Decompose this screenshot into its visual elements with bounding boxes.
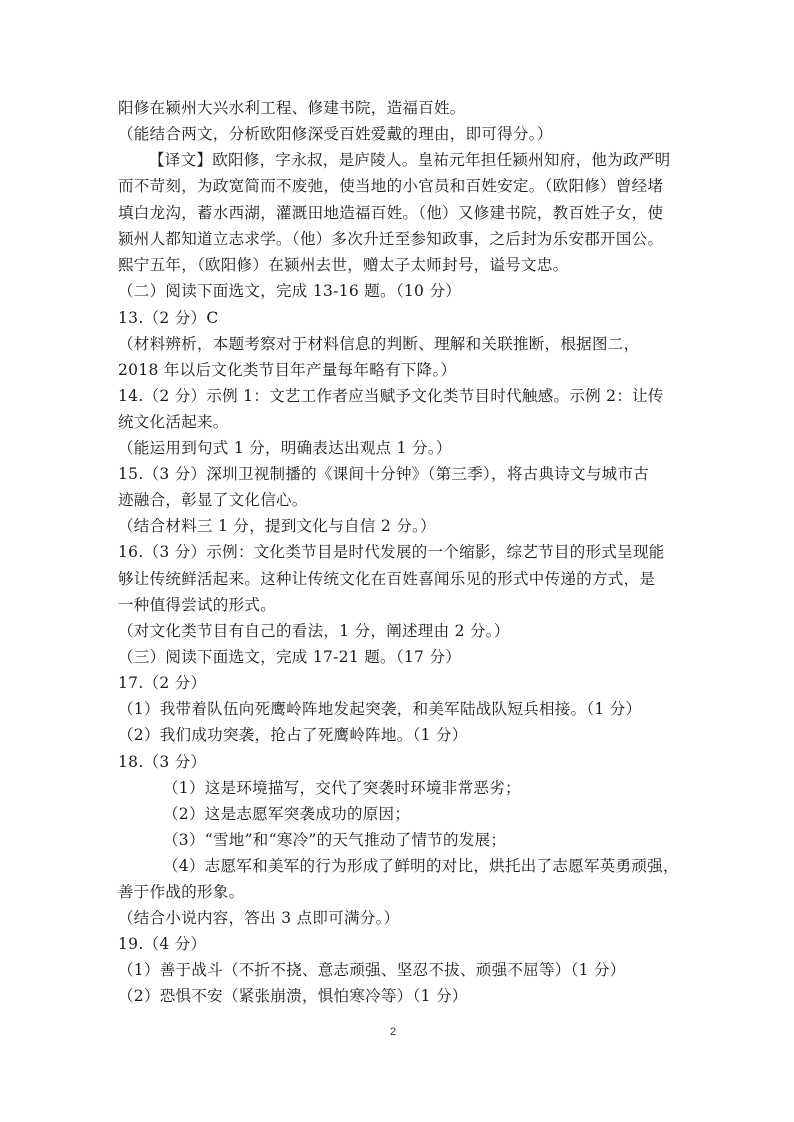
text-line: 熙宁五年，（欧阳修）在颍州去世，赠太子太师封号，谥号文忠。 bbox=[118, 256, 569, 274]
text-line: 一种值得尝试的形式。 bbox=[118, 596, 277, 614]
page-number: 2 bbox=[390, 1026, 397, 1038]
question-19: 19.（4 分） bbox=[118, 935, 207, 953]
question-18: 18.（3 分） bbox=[118, 753, 207, 771]
text-line: 善于作战的形象。 bbox=[118, 883, 245, 901]
text-line: （2）恐惧不安（紧张崩溃，惧怕寒冷等）（1 分） bbox=[118, 987, 468, 1005]
text-line: （1）我带着队伍向死鹰岭阵地发起突袭，和美军陆战队短兵相接。（1 分） bbox=[118, 700, 642, 718]
text-line: （结合小说内容，答出 3 点即可满分。） bbox=[118, 909, 400, 927]
text-line: （2）这是志愿军突袭成功的原因； bbox=[163, 805, 411, 823]
text-line: （能结合两文，分析欧阳修深受百姓爱戴的理由，即可得分。） bbox=[118, 125, 553, 143]
text-line: （3）“雪地”和“寒冷”的天气推动了情节的发展； bbox=[163, 831, 507, 849]
text-line: 阳修在颍州大兴水利工程、修建书院，造福百姓。 bbox=[118, 99, 466, 117]
question-17: 17.（2 分） bbox=[118, 674, 207, 692]
text-line: 2018 年以后文化类节目年产量每年略有下降。） bbox=[118, 361, 457, 379]
text-line: （能运用到句式 1 分，明确表达出观点 1 分。） bbox=[118, 439, 452, 457]
translation-heading-line: 【译文】欧阳修，字永叔，是庐陵人。皇祐元年担任颍州知府，他为政严明 bbox=[149, 151, 671, 169]
text-line: 填白龙沟，蓄水西湖，灌溉田地造福百姓。（他）又修建书院，教百姓子女，使 bbox=[118, 204, 664, 222]
question-13: 13.（2 分）C bbox=[118, 309, 219, 327]
text-line: （2）我们成功突袭，抢占了死鹰岭阵地。（1 分） bbox=[118, 726, 468, 744]
text-line: （4）志愿军和美军的行为形成了鲜明的对比，烘托出了志愿军英勇顽强， bbox=[163, 857, 679, 875]
text-line: （结合材料三 1 分，提到文化与自信 2 分。） bbox=[118, 517, 436, 535]
text-line: （1）善于战斗（不折不挠、意志顽强、坚忍不拔、顽强不屈等）（1 分） bbox=[118, 961, 626, 979]
question-16: 16.（3 分）示例：文化类节目是时代发展的一个缩影，综艺节目的形式呈现能 bbox=[118, 543, 665, 561]
text-line: 统文化活起来。 bbox=[118, 413, 229, 431]
text-line: （1）这是环境描写，交代了突袭时环境非常恶劣； bbox=[163, 779, 521, 797]
text-line: 够让传统鲜活起来。这种让传统文化在百姓喜闻乐见的形式中传递的方式，是 bbox=[118, 570, 656, 588]
question-15: 15.（3 分）深圳卫视制播的《课间十分钟》（第三季），将古典诗文与城市古 bbox=[118, 465, 650, 483]
text-line: （材料辨析，本题考察对于材料信息的判断、理解和关联推断，根据图二， bbox=[118, 335, 640, 353]
text-line: 颍州人都知道立志求学。（他）多次升迁至参知政事，之后封为乐安郡开国公。 bbox=[118, 230, 664, 248]
text-line: 而不苛刻，为政宽简而不废弛，使当地的小官员和百姓安定。（欧阳修）曾经堵 bbox=[118, 177, 664, 195]
section-heading: （二）阅读下面选文，完成 13-16 题。（10 分） bbox=[118, 282, 462, 300]
question-14: 14.（2 分）示例 1：文艺工作者应当赋予文化类节目时代触感。示例 2：让传 bbox=[118, 387, 664, 405]
text-line: 迹融合，彰显了文化信心。 bbox=[118, 491, 308, 509]
text-line: （对文化类节目有自己的看法，1 分，阐述理由 2 分。） bbox=[118, 622, 510, 640]
section-heading: （三）阅读下面选文，完成 17-21 题。（17 分） bbox=[118, 648, 462, 666]
